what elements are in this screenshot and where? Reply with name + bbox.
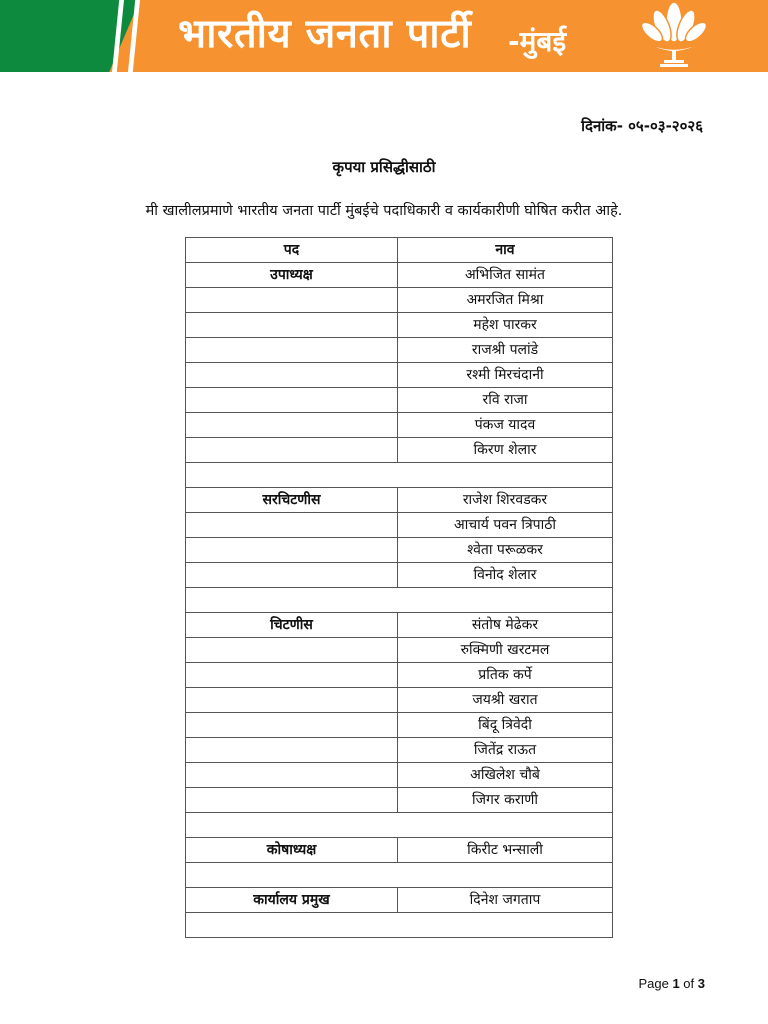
table-row [186, 438, 613, 463]
post-cell [186, 738, 398, 763]
page-of-word: of [683, 976, 695, 991]
name-cell: प्रतिक कर्पे [398, 663, 613, 688]
name-cell: जितेंद्र राऊत [398, 738, 613, 763]
lotus-icon [632, 0, 716, 72]
table-row [186, 788, 613, 813]
post-cell [186, 663, 398, 688]
post-cell: सरचिटणीस [186, 488, 398, 513]
post-cell [186, 688, 398, 713]
post-cell: कोषाध्यक्ष [186, 838, 398, 863]
page-word: Page [638, 976, 669, 991]
table-row [186, 413, 613, 438]
post-cell [186, 563, 398, 588]
column-header-name: नाव [398, 238, 613, 263]
press-release-heading: कृपया प्रसिद्धीसाठी [332, 158, 436, 176]
post-cell: चिटणीस [186, 613, 398, 638]
name-cell: किरीट भन्साली [398, 838, 613, 863]
post-cell [186, 413, 398, 438]
name-cell: पंकज यादव [398, 413, 613, 438]
intro-paragraph: मी खालीलप्रमाणे भारतीय जनता पार्टी मुंबईचे पदाधिकारी व कार्यकारीणी घोषित करीत आहे. [145, 203, 623, 219]
post-cell [186, 513, 398, 538]
page-total: 3 [697, 976, 705, 991]
table-row [186, 388, 613, 413]
table-row [186, 738, 613, 763]
spacer-cell [186, 863, 613, 888]
table-row [186, 663, 613, 688]
name-cell: महेश पारकर [398, 313, 613, 338]
post-cell [186, 438, 398, 463]
table-row [186, 613, 613, 638]
page-number [638, 976, 705, 991]
table-spacer-row [186, 913, 613, 938]
spacer-cell [186, 463, 613, 488]
table-row [186, 888, 613, 913]
party-unit: -मुंबई [508, 25, 567, 58]
name-cell: राजेश शिरवडकर [398, 488, 613, 513]
header-banner [0, 0, 768, 72]
table-header-row [186, 238, 613, 263]
table-spacer-row [186, 463, 613, 488]
table-row [186, 563, 613, 588]
table-row [186, 713, 613, 738]
table-row [186, 363, 613, 388]
table-row [186, 638, 613, 663]
party-name: भारतीय जनता पार्टी [178, 11, 472, 57]
name-cell: जयश्री खरात [398, 688, 613, 713]
post-cell [186, 638, 398, 663]
spacer-cell [186, 813, 613, 838]
name-cell: जिगर कराणी [398, 788, 613, 813]
name-cell: विनोद शेलार [398, 563, 613, 588]
name-cell: राजश्री पलांडे [398, 338, 613, 363]
table-row [186, 688, 613, 713]
name-cell: बिंदू त्रिवेदी [398, 713, 613, 738]
name-cell: रश्मी मिरचंदानी [398, 363, 613, 388]
post-cell [186, 713, 398, 738]
table-spacer-row [186, 813, 613, 838]
spacer-cell [186, 588, 613, 613]
post-cell: कार्यालय प्रमुख [186, 888, 398, 913]
date-line: दिनांक- ०५-०३-२०२६ [581, 117, 703, 135]
table-row [186, 513, 613, 538]
table-row [186, 488, 613, 513]
name-cell: रवि राजा [398, 388, 613, 413]
post-cell [186, 538, 398, 563]
table-spacer-row [186, 588, 613, 613]
name-cell: श्वेता परूळकर [398, 538, 613, 563]
office-bearers-table [185, 237, 613, 938]
name-cell: अभिजित सामंत [398, 263, 613, 288]
post-cell [186, 313, 398, 338]
table-spacer-row [186, 863, 613, 888]
spacer-cell [186, 913, 613, 938]
table-row [186, 538, 613, 563]
name-cell: दिनेश जगताप [398, 888, 613, 913]
table-row [186, 263, 613, 288]
table-row [186, 288, 613, 313]
table-row [186, 313, 613, 338]
table-row [186, 838, 613, 863]
post-cell [186, 338, 398, 363]
name-cell: संतोष मेढेकर [398, 613, 613, 638]
page-current: 1 [672, 976, 680, 991]
name-cell: अमरजित मिश्रा [398, 288, 613, 313]
name-cell: आचार्य पवन त्रिपाठी [398, 513, 613, 538]
name-cell: अखिलेश चौबे [398, 763, 613, 788]
post-cell [186, 288, 398, 313]
post-cell: उपाध्यक्ष [186, 263, 398, 288]
post-cell [186, 788, 398, 813]
column-header-post: पद [186, 238, 398, 263]
name-cell: किरण शेलार [398, 438, 613, 463]
post-cell [186, 388, 398, 413]
post-cell [186, 363, 398, 388]
table-row [186, 338, 613, 363]
table-row [186, 763, 613, 788]
post-cell [186, 763, 398, 788]
name-cell: रुक्मिणी खरटमल [398, 638, 613, 663]
table-body [186, 263, 613, 938]
